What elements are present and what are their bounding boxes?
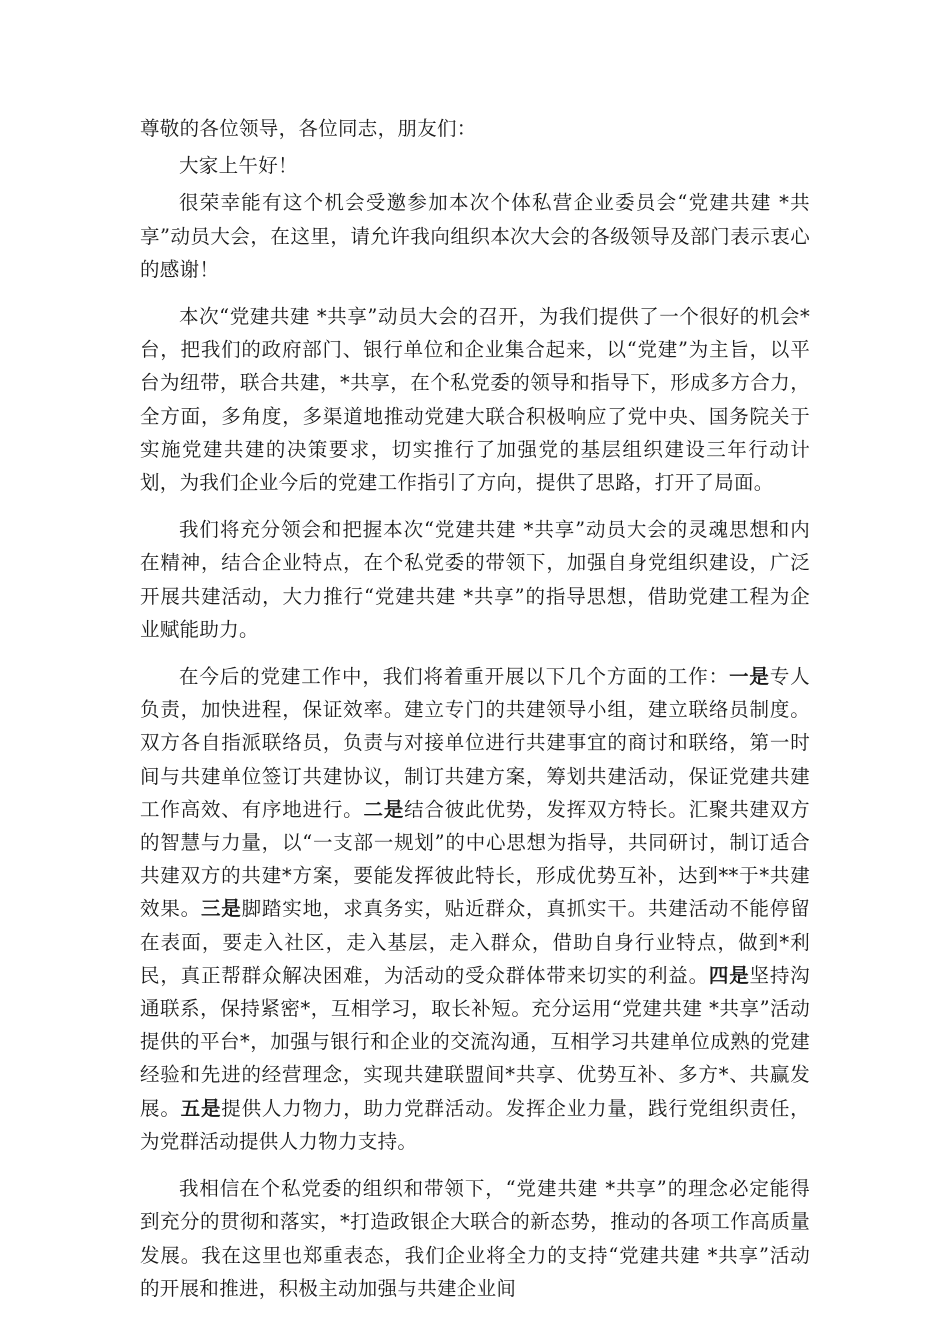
paragraph-work-plan: [140, 660, 810, 1158]
point-four-label: 四是: [708, 963, 750, 987]
paragraph-closing: 我相信在个私党委的组织和带领下，“党建共建 *共享”的理念必定能得到充分的贯彻和落实，*打造政银企大联合的新态势，推动的各项工作高质量发展。我在这里也郑重表态，我们企业将全力的支持“党建共建 *共享”活动的开展和推进，积极主动加强与共建企业间: [140, 1177, 810, 1300]
point-three-label: 三是: [200, 897, 242, 921]
point-three-text: 脚踏实地，求真务实，贴近群众，真抓实干。共建活动不能停留在表面，要走入社区，走入基层，走入群众，借助自身行业特点，做到*利民，真正帮群众解决困难，为活动的受众群体带来切实的利益。: [140, 897, 810, 987]
point-two-label: 二是: [363, 797, 405, 821]
paragraph-commitment: 我们将充分领会和把握本次“党建共建 *共享”动员大会的灵魂思想和内在精神，结合企业特点，在个私党委的带领下，加强自身党组织建设，广泛开展共建活动，大力推行“党建共建 *共享”的指导思想，借助党建工程为企业赋能助力。: [140, 518, 810, 641]
paragraph-meeting-significance: 本次“党建共建 *共享”动员大会的召开，为我们提供了一个很好的机会*台，把我们的政府部门、银行单位和企业集合起来，以“党建”为主旨，以平台为纽带，联合共建，*共享，在个私党委的领导和指导下，形成多方合力，全方面，多角度，多渠道地推动党建大联合积极响应了党中央、国务院关于实施党建共建的决策要求，切实推行了加强党的基层组织建设三年行动计划，为我们企业今后的党建工作指引了方向，提供了思路，打开了局面。: [140, 305, 810, 495]
greeting: 大家上午好！: [179, 154, 298, 178]
point-two-text: 结合彼此优势，发挥双方特长。汇聚共建双方的智慧与力量，以“一支部一规划”的中心思想为指导，共同研讨，制订适合共建双方的共建*方案，要能发挥彼此特长，形成优势互补，达到**于*共建效果。: [140, 797, 811, 921]
paragraph-thanks: 很荣幸能有这个机会受邀参加本次个体私营企业委员会“党建共建 *共享”动员大会，在这里，请允许我向组织本次大会的各级领导及部门表示衷心的感谢！: [140, 191, 810, 281]
salutation: 尊敬的各位领导，各位同志，朋友们：: [140, 117, 477, 140]
point-one-label: 一是: [729, 665, 770, 689]
document-page: [140, 112, 810, 1305]
point-one-text: 专人负责，加快进程，保证效率。建立专门的共建领导小组，建立联络员制度。双方各自指派联络员，负责与对接单位进行共建事宜的商讨和联络，第一时间与共建单位签订共建协议，制订共建方案，筹划共建活动，保证党建共建工作高效、有序地进行。: [140, 665, 810, 821]
point-five-label: 五是: [180, 1096, 222, 1120]
point-four-text: 坚持沟通联系，保持紧密*，互相学习，取长补短。充分运用“党建共建 *共享”活动提供的平台*，加强与银行和企业的交流沟通，互相学习共建单位成熟的党建经验和先进的经营理念，实现共建联盟间*共享、优势互补、多方*、共赢发展。: [140, 963, 810, 1120]
point-five-text: 提供人力物力，助力党群活动。发挥企业力量，践行党组织责任，为党群活动提供人力物力支持。: [140, 1096, 810, 1153]
work-plan-intro: 在今后的党建工作中，我们将着重开展以下几个方面的工作：: [179, 665, 730, 689]
